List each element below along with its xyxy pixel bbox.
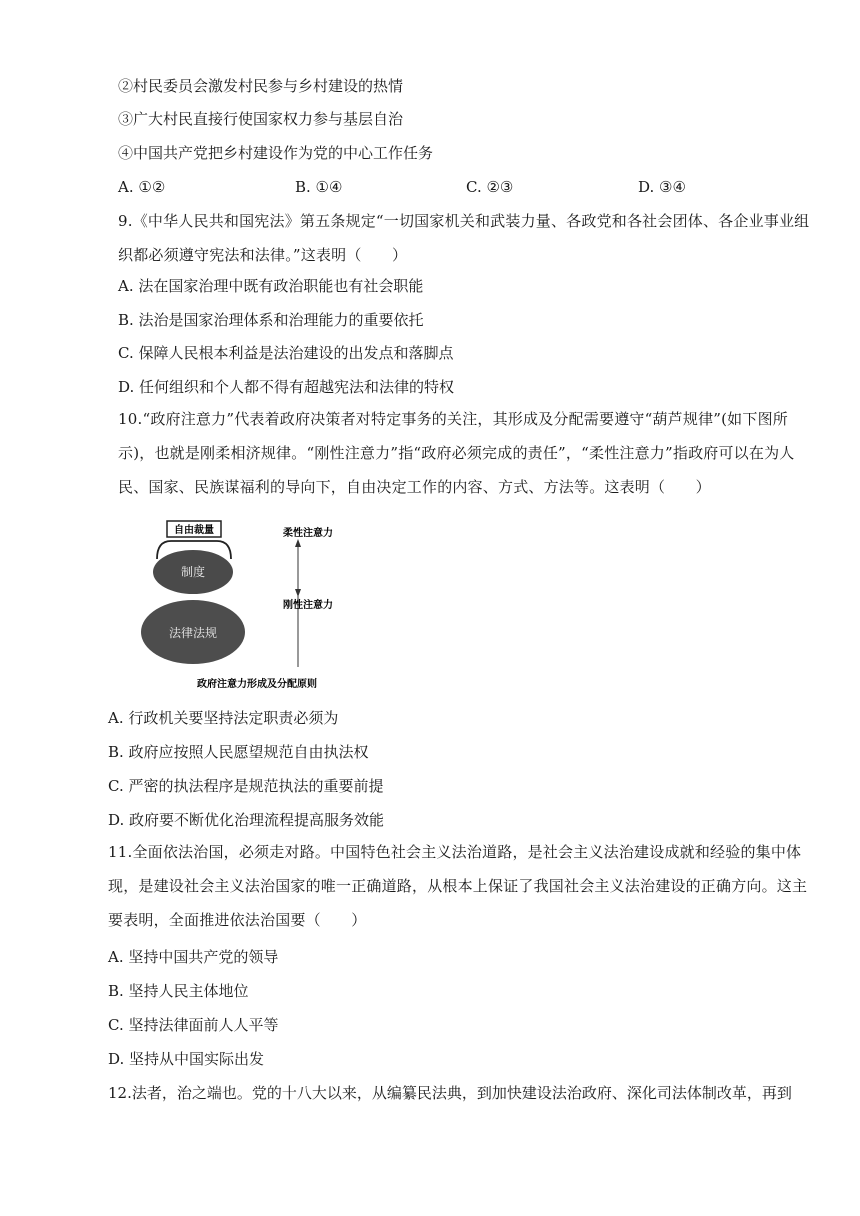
q8-option-c: C. ②③: [466, 178, 514, 196]
q9-option-d: D. 任何组织和个人都不得有超越宪法和法律的特权: [118, 378, 455, 396]
q10-option-a: A. 行政机关要坚持法定职责必须为: [108, 709, 339, 727]
flexible-label: 柔性注意力: [283, 528, 333, 539]
gourd-diagram: [135, 515, 365, 695]
q11-option-a: A. 坚持中国共产党的领导: [108, 948, 279, 966]
q11-option-b: B. 坚持人民主体地位: [108, 982, 249, 1000]
q9-option-c: C. 保障人民根本利益是法治建设的出发点和落脚点: [118, 344, 454, 362]
q10-option-b: B. 政府应按照人民愿望规范自由执法权: [108, 743, 369, 761]
q10-stem: 10.“政府注意力”代表着政府决策者对特定事务的关注，其形成及分配需要遵守“葫芦规律”(如下图所示)，也就是刚柔相济规律。“刚性注意力”指“政府必须完成的责任”，“柔性注意力”指政府可以在为人民、国家、民族谋福利的导向下，自由决定工作的内容、方式、方法等。这表明（ ）: [118, 410, 795, 496]
q11-option-d: D. 坚持从中国实际出发: [108, 1050, 265, 1068]
q8-option-a: A. ①②: [118, 178, 166, 196]
figure-caption: 政府注意力形成及分配原则: [197, 679, 317, 690]
axis-arrow-mid: [295, 589, 301, 597]
q10-option-d: D. 政府要不断优化治理流程提高服务效能: [108, 811, 385, 829]
q8-option-d: D. ③④: [638, 178, 686, 196]
rigid-label: 刚性注意力: [283, 600, 333, 611]
q8-item-3: ③广大村民直接行使国家权力参与基层自治: [118, 110, 404, 128]
axis-arrow-up: [295, 539, 301, 547]
q9-stem: 9.《中华人民共和国宪法》第五条规定“一切国家机关和武装力量、各政党和各社会团体、各企业事业组织都必须遵守宪法和法律。”这表明（ ）: [118, 212, 810, 264]
q10-option-c: C. 严密的执法程序是规范执法的重要前提: [108, 777, 384, 795]
q12-stem: 12.法者，治之端也。党的十八大以来，从编纂民法典，到加快建设法治政府、深化司法体制改革，再到: [108, 1084, 792, 1102]
q11-option-c: C. 坚持法律面前人人平等: [108, 1016, 279, 1034]
lower-ball-label: 法律法规: [168, 626, 218, 640]
upper-ball-label: 制度: [180, 565, 206, 579]
gourd-diagram-svg: [135, 515, 365, 695]
top-box-label: 自由裁量: [174, 525, 214, 536]
q11-stem: 11.全面依法治国，必须走对路。中国特色社会主义法治道路，是社会主义法治建设成就和经验的集中体现，是建设社会主义法治国家的唯一正确道路，从根本上保证了我国社会主义法治建设的正确方向。这主要表明，全面推进依法治国要（ ）: [108, 843, 808, 929]
q9-option-b: B. 法治是国家治理体系和治理能力的重要依托: [118, 311, 424, 329]
q8-item-2: ②村民委员会激发村民参与乡村建设的热情: [118, 77, 404, 95]
q9-option-a: A. 法在国家治理中既有政治职能也有社会职能: [118, 277, 424, 295]
q8-option-b: B. ①④: [295, 178, 343, 196]
q8-item-4: ④中国共产党把乡村建设作为党的中心工作任务: [118, 144, 434, 162]
